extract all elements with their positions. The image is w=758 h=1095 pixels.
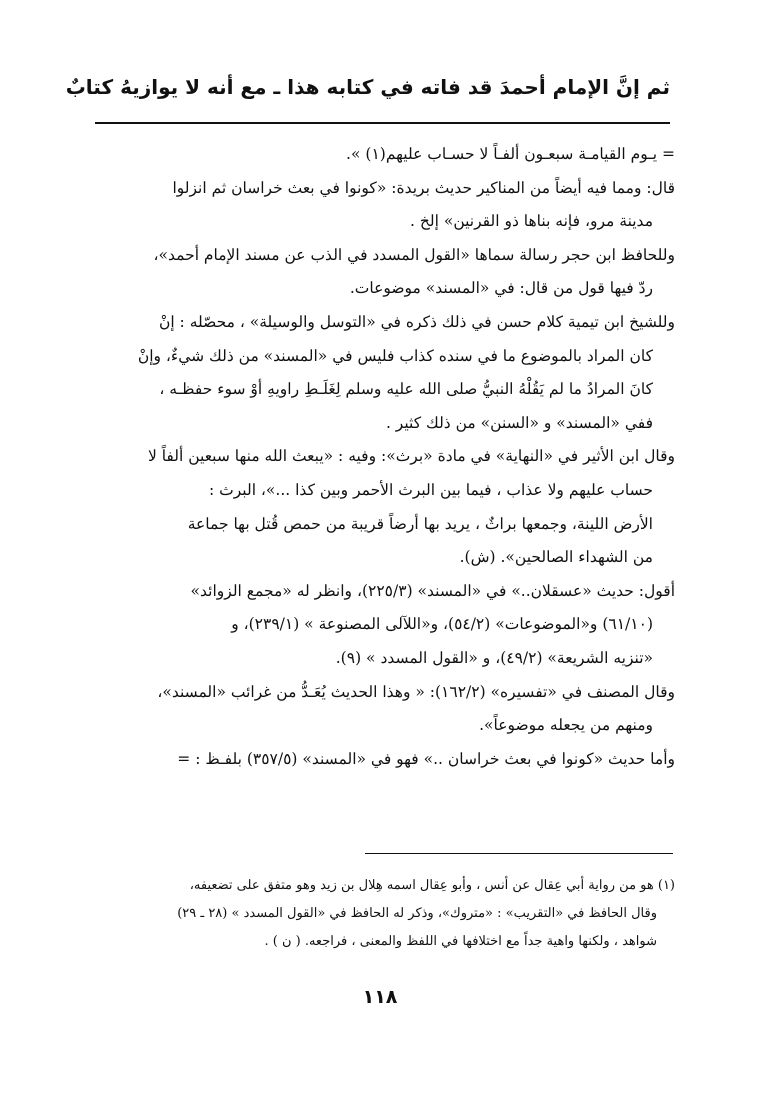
- paragraph-line: كان المراد بالموضوع ما في سنده كذاب فليس في «المسند» من ذلك شيءٌ، وإنْ: [137, 346, 653, 365]
- footnote-rule: [365, 853, 673, 854]
- paragraph-line: وللحافظ ابن حجر رسالة سماها «القول المسدد في الذب عن مسند الإمام أحمد»،: [153, 245, 675, 264]
- paragraph-line: (٦١/١٠) و«الموضوعات» (٥٤/٢)، و«اللآلى المصنوعة » (٢٣٩/١)، و: [231, 615, 653, 634]
- main-text: [92, 138, 675, 776]
- running-title: ثم إنَّ الإمام أحمدَ قد فاته في كتابه هذا ـ مع أنه لا يوازيهُ كتابٌ: [65, 75, 670, 99]
- paragraph-line: وللشيخ ابن تيمية كلام حسن في ذلك ذكره في «التوسل والوسيلة» ، محصّله : إنْ: [158, 312, 675, 331]
- footnote-line: وقال الحافظ في «التقريب» : «متروك»، وذكر له الحافظ في «القول المسدد » (٢٨ ـ ٢٩): [177, 906, 657, 921]
- header-rule: [95, 122, 670, 124]
- paragraph-line: ردّ فيها قول من قال: في «المسند» موضوعات.: [349, 279, 653, 298]
- footnote-line: (١) هو من رواية أبي عِقال عن أنس ، وأبو عِقال اسمه هِلال بن زيد وهو متفق على تضعيفه،: [189, 878, 675, 893]
- paragraph-line: ففي «المسند» و «السنن» من ذلك كثير .: [385, 413, 653, 432]
- paragraph-line: من الشهداء الصالحين». (ش).: [459, 548, 653, 567]
- footnotes: [92, 872, 675, 956]
- paragraph-line: الأرض اللينة، وجمعها براثٌ ، يريد بها أرضاً قريبة من حمص قُتل بها جماعة: [187, 514, 653, 533]
- paragraph-line: مدينة مرو، فإنه بناها ذو القرنين» إلخ .: [410, 212, 653, 231]
- paragraph-line: كانَ المرادُ ما لم يَقُلْهُ النبيُّ صلى الله عليه وسلم لِغَلَـطِ راويهِ أوْ سوء حفظـه ،: [159, 380, 653, 399]
- paragraph-line: ومنهم من يجعله موضوعاً».: [479, 716, 653, 735]
- paragraph-line: «تنزيه الشريعة» (٤٩/٢)، و «القول المسدد » (٩).: [335, 648, 653, 667]
- footnote-line: شواهد ، ولكنها واهية جداً مع اختلافها في اللفظ والمعنى ، فراجعه. ( ن ) .: [264, 934, 657, 949]
- paragraph-line: وقال ابن الأثير في «النهاية» في مادة «برث»: وفيه : «يبعث الله منها سبعين ألفاً لا: [147, 447, 675, 466]
- paragraph-line: حساب عليهم ولا عذاب ، فيما بين البرث الأحمر وبين كذا ...»، البرث :: [209, 480, 653, 499]
- paragraph-line: قال: ومما فيه أيضاً من المناكير حديث بريدة: «كونوا في بعث خراسان ثم انزلوا: [172, 178, 675, 197]
- paragraph-continuation: = يـوم القيامـة سبعـون ألفـاً لا حسـاب عليهم(١) ».: [346, 145, 675, 163]
- page-number: ١١٨: [362, 986, 398, 1008]
- paragraph-line: وأما حديث «كونوا في بعث خراسان ..» فهو في «المسند» (٣٥٧/٥) بلفـظ : =: [177, 749, 675, 768]
- paragraph-line: أقول: حديث «عسقلان..» في «المسند» (٢٢٥/٣)، وانظر له «مجمع الزوائد»: [190, 581, 675, 600]
- paragraph-line: وقال المصنف في «تفسيره» (١٦٢/٢): « وهذا الحديث يُعَـدُّ من غرائب «المسند»،: [157, 682, 675, 701]
